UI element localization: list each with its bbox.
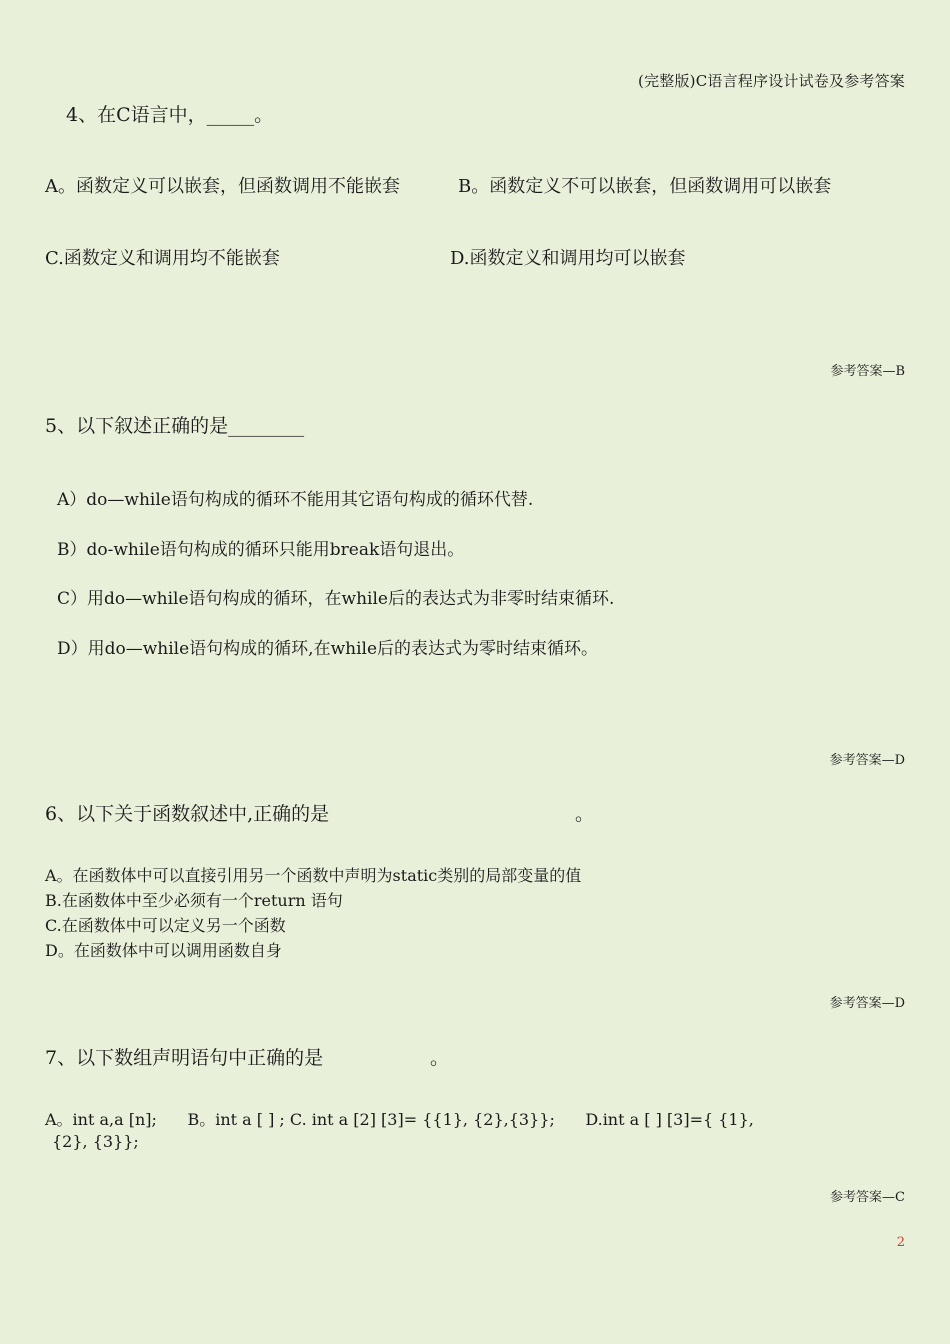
document-header-title: (完整版)C语言程序设计试卷及参考答案 xyxy=(638,72,905,90)
question-4-option-b: B。函数定义不可以嵌套，但函数调用可以嵌套 xyxy=(458,176,832,197)
question-6-option-a: A。在函数体中可以直接引用另一个函数中声明为static类别的局部变量的值 xyxy=(45,866,582,885)
question-5-stem: 5、以下叙述正确的是________ xyxy=(45,415,305,437)
question-6-answer: 参考答案—D xyxy=(829,996,905,1011)
question-6-stem-end: 。 xyxy=(575,803,595,825)
question-4-option-a: A。函数定义可以嵌套，但函数调用不能嵌套 xyxy=(45,176,400,197)
question-5-option-d: D）用do—while语句构成的循环,在while后的表达式为零时结束循环。 xyxy=(57,639,599,659)
question-7-options-line-2: {2}, {3}}; xyxy=(52,1132,139,1151)
question-4-option-d: D.函数定义和调用均可以嵌套 xyxy=(450,248,686,269)
page-number: 2 xyxy=(896,1235,905,1250)
question-7-stem: 7、以下数组声明语句中正确的是 xyxy=(45,1047,324,1069)
question-4-option-c: C.函数定义和调用均不能嵌套 xyxy=(45,248,280,269)
question-6-option-c: C.在函数体中可以定义另一个函数 xyxy=(45,916,286,935)
question-5-option-b: B）do-while语句构成的循环只能用break语句退出。 xyxy=(57,540,465,560)
question-7-answer: 参考答案—C xyxy=(830,1190,905,1205)
question-6-option-d: D。在函数体中可以调用函数自身 xyxy=(45,941,282,960)
question-5-option-c: C）用do—while语句构成的循环，在while后的表达式为非零时结束循环. xyxy=(57,589,615,609)
question-7-options-line-1: A。int a,a [n]; B。int a [ ] ; C. int a [2] [3]= {{1}, {2},{3}}; D.int a [ ] [3]={ {1}, xyxy=(45,1110,754,1129)
question-4-answer: 参考答案—B xyxy=(830,364,905,379)
question-6-stem: 6、以下关于函数叙述中,正确的是 xyxy=(45,803,330,825)
question-7-stem-end: 。 xyxy=(430,1047,450,1069)
question-5-answer: 参考答案—D xyxy=(829,753,905,768)
question-6-option-b: B.在函数体中至少必须有一个return 语句 xyxy=(45,891,343,910)
question-4-stem: 4、在C语言中，_____。 xyxy=(66,104,274,126)
question-5-option-a: A）do—while语句构成的循环不能用其它语句构成的循环代替. xyxy=(57,490,534,510)
